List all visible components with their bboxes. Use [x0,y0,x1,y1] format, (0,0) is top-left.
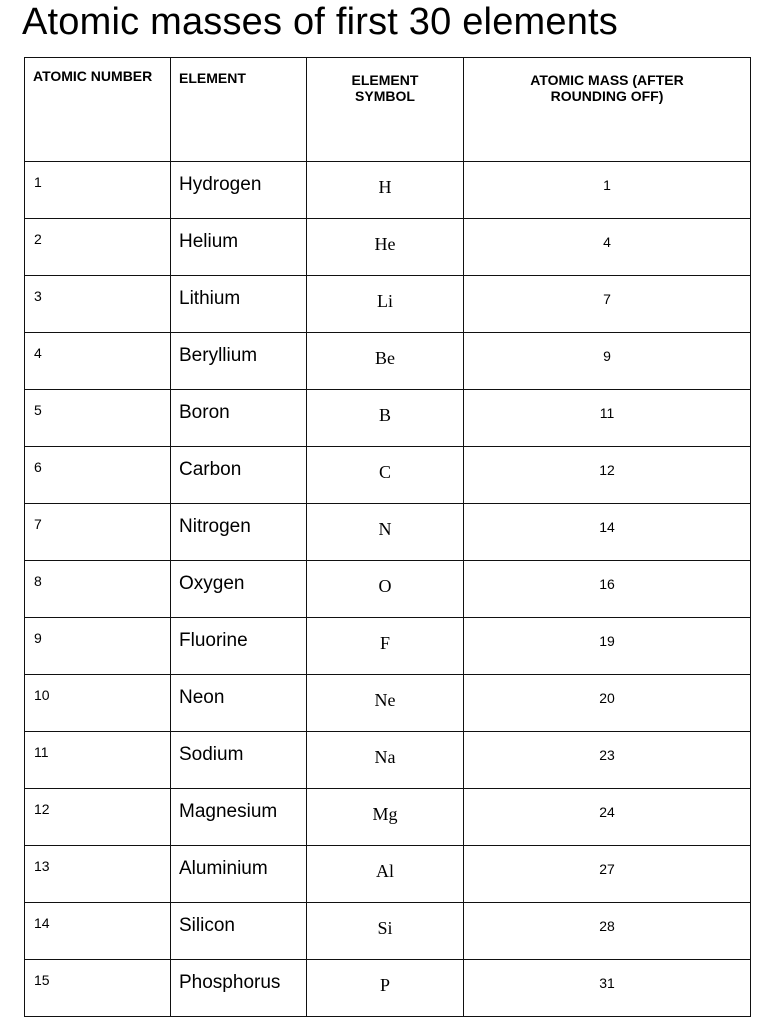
table-row [25,504,751,561]
element-symbol-cell [307,276,464,333]
atomic-number-cell [25,276,171,333]
element-name-cell-text: Hydrogen [179,174,262,195]
page-title: Atomic masses of first 30 elements [22,1,619,43]
element-symbol-cell [307,333,464,390]
element-name-cell-text: Carbon [179,459,242,480]
table-row [25,618,751,675]
element-name-cell [171,846,307,903]
table-row [25,789,751,846]
atomic-mass-cell [464,447,751,504]
table-row [25,960,751,1017]
element-symbol-cell-text: Li [377,291,393,311]
header-atomic-mass-label: ATOMIC MASS (AFTER ROUNDING OFF) [530,72,684,104]
atomic-number-cell [25,846,171,903]
atomic-number-cell [25,447,171,504]
atomic-number-cell [25,789,171,846]
element-symbol-cell-text: Mg [372,804,398,824]
atomic-mass-cell-text: 12 [599,462,615,478]
atomic-number-cell [25,219,171,276]
atomic-mass-cell-text: 24 [599,804,615,820]
header-atomic-number [25,58,171,162]
element-symbol-cell-text: Ne [374,690,396,710]
element-name-cell [171,219,307,276]
atomic-mass-cell [464,276,751,333]
atomic-number-cell [25,675,171,732]
element-symbol-cell-text: B [378,405,391,425]
atomic-number-cell-text: 5 [34,402,42,418]
element-symbol-cell-text: P [379,975,390,995]
element-name-cell [171,276,307,333]
atomic-mass-cell-text: 7 [603,291,611,307]
atomic-number-cell-text: 6 [34,459,42,475]
element-symbol-cell-text: He [374,234,396,254]
atomic-number-cell-text: 11 [34,744,49,760]
element-symbol-cell [307,618,464,675]
element-name-cell [171,789,307,846]
element-symbol-cell-text: C [378,462,391,482]
atomic-mass-cell [464,789,751,846]
table-row [25,162,751,219]
element-symbol-cell [307,390,464,447]
atomic-number-cell-text: 14 [34,915,50,931]
element-symbol-cell-text: Al [376,861,394,881]
element-symbol-cell [307,960,464,1017]
table-row [25,390,751,447]
atomic-mass-cell [464,732,751,789]
atomic-number-cell-text: 2 [34,231,42,247]
atomic-number-cell [25,333,171,390]
table-row [25,675,751,732]
atomic-mass-cell-text: 28 [599,918,615,934]
atomic-number-cell-text: 7 [34,516,42,532]
atomic-number-cell-text: 3 [34,288,42,304]
element-name-cell-text: Fluorine [179,630,248,651]
atomic-mass-cell-text: 4 [603,234,611,250]
element-name-cell-text: Phosphorus [179,972,281,993]
header-element-symbol [307,58,464,162]
element-symbol-cell [307,162,464,219]
element-symbol-cell-text: H [378,177,392,197]
atomic-mass-cell-text: 20 [599,690,615,706]
atomic-mass-cell-text: 9 [603,348,611,364]
element-symbol-cell-text: Si [377,918,393,938]
element-symbol-cell [307,561,464,618]
table-row [25,903,751,960]
atomic-number-cell-text: 9 [34,630,42,646]
element-symbol-cell-text: N [378,519,392,539]
table-row [25,846,751,903]
table-row [25,219,751,276]
element-symbol-cell [307,846,464,903]
element-name-cell-text: Aluminium [179,858,268,879]
element-symbol-cell [307,447,464,504]
element-name-cell [171,333,307,390]
atomic-mass-cell-text: 14 [599,519,615,535]
atomic-mass-cell-text: 23 [599,747,615,763]
atomic-number-cell-text: 8 [34,573,42,589]
table-row [25,732,751,789]
atomic-number-cell-text: 10 [34,687,50,703]
atomic-mass-cell [464,219,751,276]
element-name-cell [171,732,307,789]
element-name-cell-text: Boron [179,402,230,423]
element-symbol-cell [307,789,464,846]
atomic-mass-cell-text: 1 [603,177,611,193]
atomic-mass-cell [464,390,751,447]
header-element-symbol-label: ELEMENT SYMBOL [351,72,419,104]
atomic-number-cell [25,390,171,447]
header-element-label: ELEMENT [179,70,246,86]
element-symbol-cell [307,219,464,276]
element-name-cell-text: Silicon [179,915,235,936]
atomic-number-cell [25,903,171,960]
atomic-mass-cell [464,846,751,903]
atomic-mass-cell [464,903,751,960]
atomic-mass-cell [464,960,751,1017]
atomic-mass-cell [464,618,751,675]
table-header-row [25,58,751,162]
atomic-mass-cell [464,162,751,219]
atomic-number-cell-text: 13 [34,858,50,874]
atomic-mass-cell [464,675,751,732]
element-name-cell [171,504,307,561]
atomic-mass-cell-text: 19 [599,633,615,649]
element-symbol-cell-text: O [378,576,392,596]
header-element [171,58,307,162]
element-name-cell [171,618,307,675]
atomic-number-cell [25,162,171,219]
atomic-mass-cell [464,333,751,390]
atomic-number-cell-text: 15 [34,972,50,988]
element-name-cell-text: Sodium [179,744,244,765]
atomic-mass-cell [464,504,751,561]
header-atomic-number-label: ATOMIC NUMBER [33,68,153,84]
atomic-mass-cell-text: 27 [599,861,615,877]
atomic-mass-table [24,57,751,1017]
table-body [25,162,751,1017]
table-row [25,333,751,390]
element-name-cell-text: Neon [179,687,225,708]
atomic-number-cell-text: 4 [34,345,42,361]
element-name-cell [171,960,307,1017]
atomic-mass-cell-text: 11 [599,405,615,421]
header-atomic-mass [464,58,751,162]
element-name-cell-text: Magnesium [179,801,278,822]
element-name-cell-text: Beryllium [179,345,258,366]
element-name-cell [171,675,307,732]
element-name-cell [171,561,307,618]
atomic-number-cell [25,504,171,561]
atomic-number-cell-text: 1 [34,174,42,190]
element-name-cell-text: Helium [179,231,239,252]
atomic-number-cell [25,561,171,618]
element-symbol-cell-text: Na [374,747,396,767]
element-name-cell [171,903,307,960]
atomic-number-cell-text: 12 [34,801,50,817]
table-row [25,561,751,618]
element-symbol-cell-text: F [379,633,390,653]
atomic-mass-cell-text: 31 [599,975,615,991]
element-name-cell-text: Nitrogen [179,516,251,537]
element-symbol-cell-text: Be [375,348,395,368]
atomic-number-cell [25,618,171,675]
element-symbol-cell [307,675,464,732]
element-name-cell [171,390,307,447]
table-row [25,447,751,504]
element-name-cell [171,447,307,504]
element-symbol-cell [307,504,464,561]
element-name-cell [171,162,307,219]
atomic-mass-cell [464,561,751,618]
element-name-cell-text: Oxygen [179,573,245,594]
element-symbol-cell [307,732,464,789]
element-name-cell-text: Lithium [179,288,241,309]
table-row [25,276,751,333]
atomic-number-cell [25,960,171,1017]
atomic-number-cell [25,732,171,789]
atomic-mass-cell-text: 16 [599,576,615,592]
element-symbol-cell [307,903,464,960]
